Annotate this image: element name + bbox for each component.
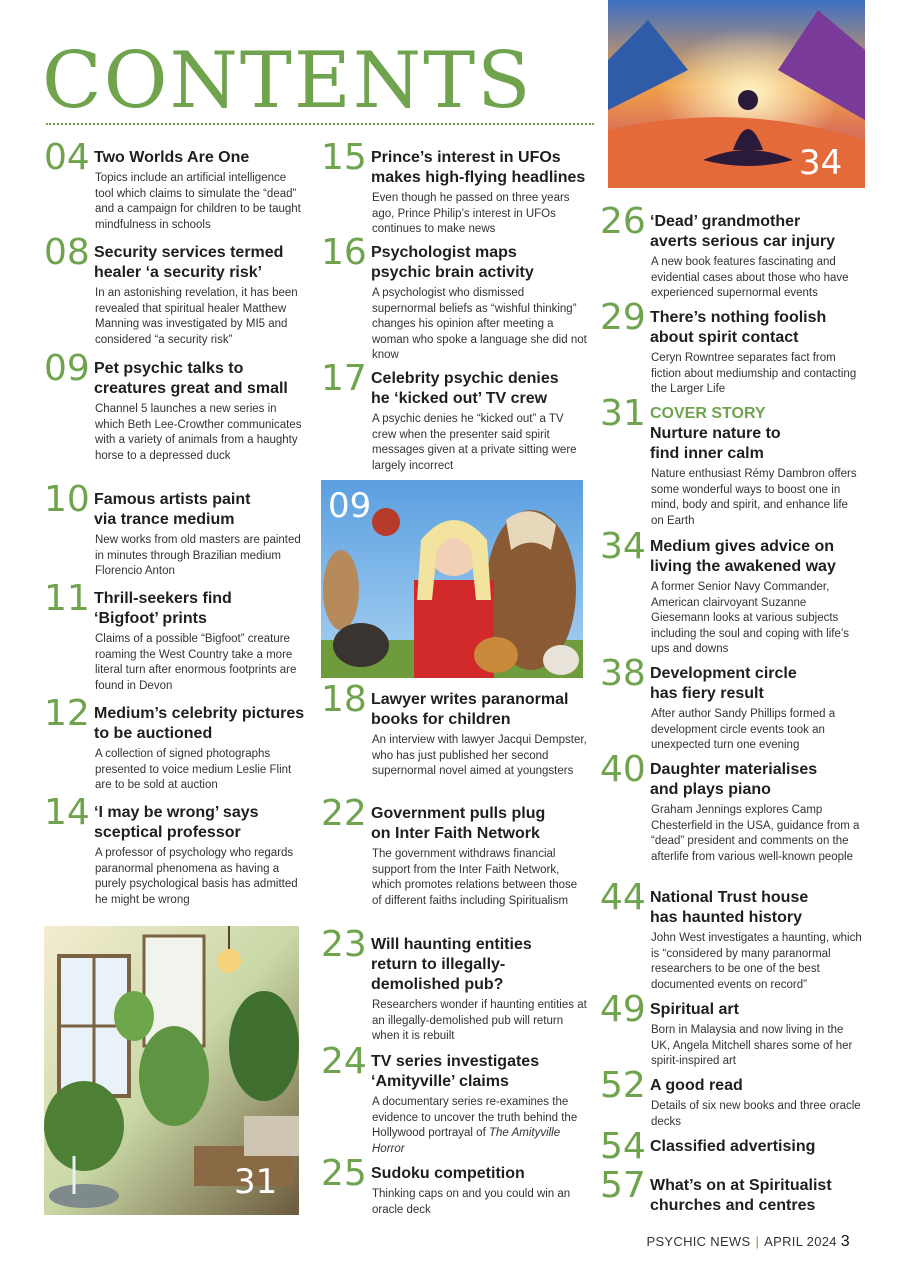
toc-entry[interactable] — [600, 653, 862, 754]
article-title: There’s nothing foolish about spirit contact — [650, 309, 827, 346]
toc-entry[interactable] — [600, 1165, 862, 1219]
toc-entry[interactable] — [44, 348, 306, 464]
article-title: Sudoku competition — [371, 1165, 525, 1182]
toc-entry[interactable] — [600, 526, 862, 658]
title-divider — [46, 123, 594, 125]
article-title: Lawyer writes paranormal books for children — [371, 691, 569, 728]
page-number: 29 — [600, 297, 646, 338]
page-footer — [646, 1233, 850, 1251]
article-summary: New works from old masters are painted in minutes through Brazilian medium Florencio Anton — [95, 534, 301, 577]
issue-date: APRIL 2024 — [764, 1234, 837, 1249]
page-number: 31 — [600, 393, 646, 434]
article-summary: A psychic denies he “kicked out” a TV crew when the presenter said spirit messages given at a private sitting were largely incorrect — [372, 413, 577, 472]
article-summary: Researchers wonder if haunting entities at an illegally-demolished pub will return when it is rebuilt — [372, 999, 587, 1042]
article-summary: Topics include an artificial intelligence tool which claims to simulate the “dead” and a campaign for children to be taught mindfulness in schools — [95, 172, 301, 231]
page-number: 23 — [321, 924, 367, 965]
garden-room-image[interactable] — [44, 926, 299, 1215]
page-number: 38 — [600, 653, 646, 694]
page-number: 22 — [321, 793, 367, 834]
toc-entry[interactable] — [321, 679, 587, 780]
toc-entry[interactable] — [44, 137, 306, 233]
article-title-text: Nurture nature to find inner calm — [650, 425, 781, 462]
article-summary: John West investigates a haunting, which is “considered by many paranormal researchers to be one of the best documented events on record” — [651, 932, 862, 991]
article-title: ‘I may be wrong’ says sceptical professor — [94, 804, 259, 841]
page-number: 26 — [600, 201, 646, 242]
toc-entry[interactable] — [44, 479, 306, 580]
page-number: 49 — [600, 989, 646, 1030]
article-title: Will haunting entities return to illegally- demolished pub? — [371, 936, 532, 993]
article-title: Pet psychic talks to creatures great and small — [94, 360, 288, 397]
page-number: 44 — [600, 877, 646, 918]
toc-entry[interactable] — [600, 201, 862, 302]
page-number: 40 — [600, 749, 646, 790]
page-number: 17 — [321, 358, 367, 399]
article-title: Celebrity psychic denies he ‘kicked out’ TV crew — [371, 370, 559, 407]
article-summary: Claims of a possible “Bigfoot” creature roaming the West Country take a more literal turn after enormous footprints are found in Devon — [95, 633, 297, 692]
page-number: 04 — [44, 137, 90, 178]
article-summary: Thinking caps on and you could win an oracle deck — [372, 1188, 571, 1216]
toc-entry[interactable] — [600, 989, 862, 1070]
article-title: Government pulls plug on Inter Faith Network — [371, 805, 546, 842]
image-page-label: 31 — [234, 1162, 278, 1202]
page-number: 54 — [600, 1126, 646, 1167]
article-summary: A former Senior Navy Commander, American clairvoyant Suzanne Giesemann looks at various subjects including the soul and coping with life’s ups and downs — [651, 581, 849, 655]
article-title: What’s on at Spiritualist churches and centres — [650, 1177, 832, 1214]
article-title: Two Worlds Are One — [94, 149, 250, 166]
article-title: Security services termed healer ‘a security risk’ — [94, 244, 284, 281]
article-title: National Trust house has haunted history — [650, 889, 809, 926]
article-title — [650, 404, 862, 464]
footer-separator: | — [755, 1234, 760, 1249]
article-title: TV series investigates ‘Amityville’ claims — [371, 1053, 540, 1090]
article-summary: The government withdraws financial support from the Inter Faith Network, which promotes relations between those of different faiths including Spiritualism — [372, 848, 578, 907]
page-number: 18 — [321, 679, 367, 720]
page-number: 12 — [44, 693, 90, 734]
cover-art-image[interactable] — [608, 0, 865, 188]
article-summary — [372, 1095, 587, 1157]
article-title: Classified advertising — [650, 1138, 816, 1155]
toc-entry[interactable] — [321, 358, 587, 474]
film-title: The Amityville Horror — [372, 1127, 561, 1155]
article-title: Medium gives advice on living the awakened way — [650, 538, 836, 575]
toc-entry[interactable] — [600, 297, 862, 398]
article-summary: A new book features fascinating and evidential cases about those who have experienced supernormal events — [651, 256, 849, 299]
page-number: 52 — [600, 1065, 646, 1106]
article-summary: Graham Jennings explores Camp Chesterfield in the USA, guidance from a “dead” president and comments on the afterlife from various well-known people — [651, 804, 860, 863]
page-number: 24 — [321, 1041, 367, 1082]
publication-name: PSYCHIC NEWS — [646, 1234, 751, 1249]
image-page-label: 34 — [799, 143, 843, 183]
article-title: ‘Dead’ grandmother averts serious car injury — [650, 213, 835, 250]
article-title: Famous artists paint via trance medium — [94, 491, 251, 528]
toc-entry[interactable] — [321, 1041, 587, 1157]
page-number: 57 — [600, 1165, 646, 1206]
article-summary: Details of six new books and three oracle decks — [651, 1100, 861, 1128]
article-summary: After author Sandy Phillips formed a development circle events took an unexpected turn one evening — [651, 708, 836, 751]
image-page-label: 09 — [328, 486, 372, 526]
page-number: 11 — [44, 578, 90, 619]
toc-entry[interactable] — [600, 1126, 862, 1167]
article-title: Prince’s interest in UFOs makes high-flying headlines — [371, 149, 586, 186]
article-summary: Channel 5 launches a new series in which Beth Lee-Crowther communicates with a variety of animals from a haughty horse to a depressed duck — [95, 403, 302, 462]
toc-entry[interactable] — [600, 877, 862, 993]
article-summary-text: A documentary series re-examines the evidence to uncover the truth behind the Hollywood portrayal of — [372, 1096, 578, 1139]
page-number: 10 — [44, 479, 90, 520]
toc-entry[interactable] — [600, 1065, 862, 1130]
page-number: 15 — [321, 137, 367, 178]
page-number: 16 — [321, 232, 367, 273]
article-summary: A collection of signed photographs presented to voice medium Leslie Flint are to be sold at auction — [95, 748, 292, 791]
toc-entry[interactable] — [321, 793, 587, 909]
article-summary: An interview with lawyer Jacqui Dempster, who has just published her second supernormal novel aimed at youngsters — [372, 734, 587, 777]
article-summary: Nature enthusiast Rémy Dambron offers some wonderful ways to boost one in mind, body and spirit, and enhance life on Earth — [651, 468, 857, 527]
toc-entry[interactable] — [321, 232, 587, 364]
toc-entry[interactable] — [600, 749, 862, 865]
toc-entry[interactable] — [44, 792, 306, 908]
toc-entry[interactable] — [321, 137, 587, 238]
article-title: A good read — [650, 1077, 743, 1094]
article-title: Development circle has fiery result — [650, 665, 797, 702]
article-summary: A professor of psychology who regards paranormal phenomena as having a purely psychological basis has admitted he might be wrong — [95, 847, 298, 906]
article-summary: Ceryn Rowntree separates fact from fiction about mediumship and contacting the Larger Life — [651, 352, 857, 395]
article-summary: A psychologist who dismissed supernormal beliefs as “wishful thinking” changes his opinion after meeting a woman who spoke a language she did not know — [372, 287, 587, 361]
page-number: 08 — [44, 232, 90, 273]
page-number: 14 — [44, 792, 90, 833]
toc-entry[interactable] — [321, 924, 587, 1045]
cover-story-label: COVER STORY — [650, 405, 766, 422]
page-number: 25 — [321, 1153, 367, 1194]
article-title: Spiritual art — [650, 1001, 739, 1018]
article-summary: In an astonishing revelation, it has been revealed that spiritual healer Matthew Manning was investigated by MI5 and considered “a security risk” — [95, 287, 298, 346]
toc-entry[interactable] — [321, 1153, 587, 1218]
page-number-footer: 3 — [840, 1233, 850, 1250]
article-title: Psychologist maps psychic brain activity — [371, 244, 534, 281]
toc-entry[interactable] — [44, 578, 306, 694]
page-number: 09 — [44, 348, 90, 389]
article-title: Medium’s celebrity pictures to be auctioned — [94, 705, 305, 742]
article-title: Daughter materialises and plays piano — [650, 761, 818, 798]
article-title: Thrill-seekers find ‘Bigfoot’ prints — [94, 590, 232, 627]
article-summary: Even though he passed on three years ago, Prince Philip’s interest in UFOs continues to make news — [372, 192, 570, 235]
toc-entry[interactable] — [44, 693, 306, 794]
page-number: 34 — [600, 526, 646, 567]
toc-entry[interactable] — [44, 232, 306, 348]
article-summary: Born in Malaysia and now living in the UK, Angela Mitchell shares some of her spirit-inspired art — [651, 1024, 853, 1067]
pet-psychic-image[interactable] — [321, 480, 583, 678]
toc-entry[interactable] — [600, 393, 862, 529]
page-title: CONTENTS — [42, 36, 533, 126]
